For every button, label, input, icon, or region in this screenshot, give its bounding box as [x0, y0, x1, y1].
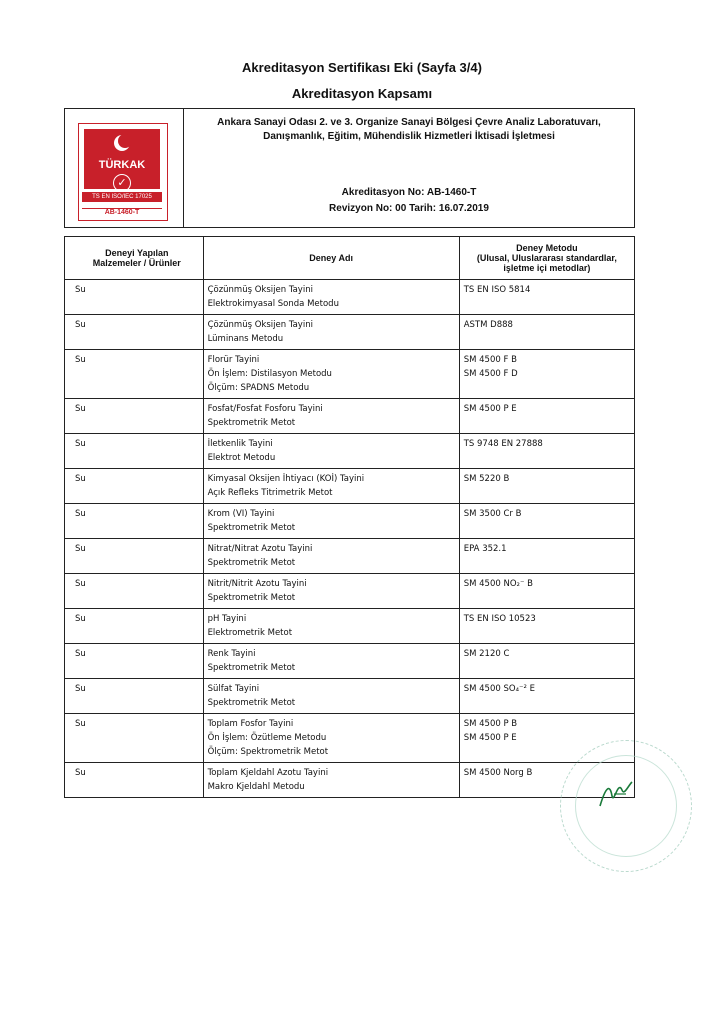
cell-method	[459, 399, 634, 434]
cell-test-name	[203, 574, 459, 609]
test-name-line: Florür Tayini	[207, 355, 260, 365]
org-name-line2: Danışmanlık, Eğitim, Mühendislik Hizmetleri İktisadi İşletmesi	[263, 131, 555, 142]
method-line: SM 4500 SO₄⁻² E	[463, 684, 535, 694]
cell-test-name	[203, 469, 459, 504]
method-line: TS 9748 EN 27888	[463, 439, 543, 449]
cell-test-name	[203, 434, 459, 469]
table-row	[65, 574, 635, 609]
cell-material: Su	[65, 609, 204, 644]
header-text	[183, 109, 634, 227]
cell-test-name	[203, 350, 459, 399]
logo-emblem	[84, 129, 160, 189]
method-line: SM 4500 P E	[463, 733, 517, 743]
test-name-line: Ön İşlem: Distilasyon Metodu	[207, 369, 332, 379]
org-name-line1: Ankara Sanayi Odası 2. ve 3. Organize Sanayi Bölgesi Çevre Analiz Laboratuvarı,	[217, 117, 601, 128]
table-row	[65, 539, 635, 574]
signature-mark	[596, 776, 636, 812]
crescent-star-icon	[114, 135, 130, 151]
cell-material: Su	[65, 504, 204, 539]
table-row	[65, 434, 635, 469]
test-name-line: Toplam Fosfor Tayini	[207, 719, 294, 729]
test-name-line: Lüminans Metodu	[207, 334, 284, 344]
cell-material: Su	[65, 763, 204, 798]
test-name-line: Spektrometrik Metot	[207, 663, 296, 673]
accreditation-number: Akreditasyon No: AB-1460-T	[341, 187, 477, 198]
cell-material: Su	[65, 399, 204, 434]
test-name-line: Spektrometrik Metot	[207, 523, 296, 533]
cell-material: Su	[65, 315, 204, 350]
method-line: SM 3500 Cr B	[463, 509, 522, 519]
page-subtitle: Akreditasyon Kapsamı	[291, 86, 433, 101]
scope-table	[64, 236, 635, 798]
logo-standard: TS EN ISO/IEC 17025	[82, 192, 162, 202]
col-header-test-name: Deney Adı	[203, 237, 459, 280]
method-line: SM 2120 C	[463, 649, 510, 659]
test-name-line: Elektrometrik Metot	[207, 628, 293, 638]
table-row	[65, 504, 635, 539]
cell-method	[459, 574, 634, 609]
col-header-material: Deneyi Yapılan Malzemeler / Ürünler	[65, 237, 204, 280]
cell-material: Su	[65, 280, 204, 315]
test-name-line: Nitrat/Nitrat Azotu Tayini	[207, 544, 313, 554]
table-row	[65, 315, 635, 350]
test-name-line: Nitrit/Nitrit Azotu Tayini	[207, 579, 307, 589]
cell-test-name	[203, 714, 459, 763]
test-name-line: Kimyasal Oksijen İhtiyacı (KOİ) Tayini	[207, 474, 365, 484]
cell-method	[459, 280, 634, 315]
method-line: SM 4500 Norg B	[463, 768, 533, 778]
test-name-line: Toplam Kjeldahl Azotu Tayini	[207, 768, 329, 778]
test-name-line: Spektrometrik Metot	[207, 593, 296, 603]
method-line: SM 4500 P B	[463, 719, 518, 729]
test-name-line: Renk Tayini	[207, 649, 256, 659]
table-row	[65, 714, 635, 763]
method-line: TS EN ISO 5814	[463, 285, 531, 295]
test-name-line: İletkenlik Tayini	[207, 439, 273, 449]
revision-info: Revizyon No: 00 Tarih: 16.07.2019	[329, 203, 489, 214]
test-name-line: Spektrometrik Metot	[207, 698, 296, 708]
cell-material: Su	[65, 539, 204, 574]
method-line: SM 4500 F D	[463, 369, 518, 379]
cell-method	[459, 539, 634, 574]
test-name-line: Elektrot Metodu	[207, 453, 276, 463]
table-row	[65, 679, 635, 714]
cell-test-name	[203, 315, 459, 350]
cell-test-name	[203, 644, 459, 679]
test-name-line: Çözünmüş Oksijen Tayini	[207, 285, 313, 295]
cell-test-name	[203, 763, 459, 798]
test-name-line: Makro Kjeldahl Metodu	[207, 782, 305, 792]
table-row	[65, 469, 635, 504]
cell-method	[459, 679, 634, 714]
test-name-line: Sülfat Tayini	[207, 684, 260, 694]
cell-method	[459, 644, 634, 679]
test-name-line: Ölçüm: SPADNS Metodu	[207, 383, 310, 393]
cell-material: Su	[65, 644, 204, 679]
table-row	[65, 350, 635, 399]
cell-test-name	[203, 609, 459, 644]
test-name-line: Spektrometrik Metot	[207, 418, 296, 428]
test-name-line: pH Tayini	[207, 614, 247, 624]
test-name-line: Ön İşlem: Özütleme Metodu	[207, 733, 327, 743]
cell-method	[459, 350, 634, 399]
table-row	[65, 763, 635, 798]
test-name-line: Elektrokimyasal Sonda Metodu	[207, 299, 339, 309]
cell-test-name	[203, 504, 459, 539]
cell-test-name	[203, 280, 459, 315]
cell-test-name	[203, 539, 459, 574]
logo-id: AB-1460-T	[82, 208, 162, 216]
cell-material: Su	[65, 679, 204, 714]
cell-material: Su	[65, 714, 204, 763]
test-name-line: Spektrometrik Metot	[207, 558, 296, 568]
method-line: EPA 352.1	[463, 544, 507, 554]
cell-method	[459, 609, 634, 644]
method-line: SM 4500 NO₂⁻ B	[463, 579, 533, 589]
cell-material: Su	[65, 469, 204, 504]
cell-method	[459, 315, 634, 350]
table-row	[65, 609, 635, 644]
test-name-line: Fosfat/Fosfat Fosforu Tayini	[207, 404, 323, 414]
page-title: Akreditasyon Sertifikası Eki (Sayfa 3/4)	[242, 60, 482, 75]
cell-material: Su	[65, 350, 204, 399]
test-name-line: Ölçüm: Spektrometrik Metot	[207, 747, 329, 757]
cell-material: Su	[65, 574, 204, 609]
logo-word: TÜRKAK	[98, 159, 146, 171]
cell-material: Su	[65, 434, 204, 469]
table-row	[65, 644, 635, 679]
test-name-line: Çözünmüş Oksijen Tayini	[207, 320, 313, 330]
check-icon: ✓	[113, 174, 131, 192]
table-header-row	[65, 237, 635, 280]
col-header-method: Deney Metodu (Ulusal, Uluslararası standardlar, işletme içi metodlar)	[459, 237, 634, 280]
cell-test-name	[203, 399, 459, 434]
cell-method	[459, 469, 634, 504]
test-name-line: Krom (VI) Tayini	[207, 509, 275, 519]
cell-method	[459, 434, 634, 469]
logo-cell	[65, 109, 183, 227]
method-line: TS EN ISO 10523	[463, 614, 536, 624]
method-line: SM 5220 B	[463, 474, 510, 484]
table-row	[65, 399, 635, 434]
turkak-logo	[78, 123, 168, 221]
cell-test-name	[203, 679, 459, 714]
table-row	[65, 280, 635, 315]
test-name-line: Açık Refleks Titrimetrik Metot	[207, 488, 333, 498]
cell-method	[459, 504, 634, 539]
method-line: SM 4500 P E	[463, 404, 517, 414]
header-box	[64, 108, 635, 228]
method-line: ASTM D888	[463, 320, 513, 330]
method-line: SM 4500 F B	[463, 355, 517, 365]
